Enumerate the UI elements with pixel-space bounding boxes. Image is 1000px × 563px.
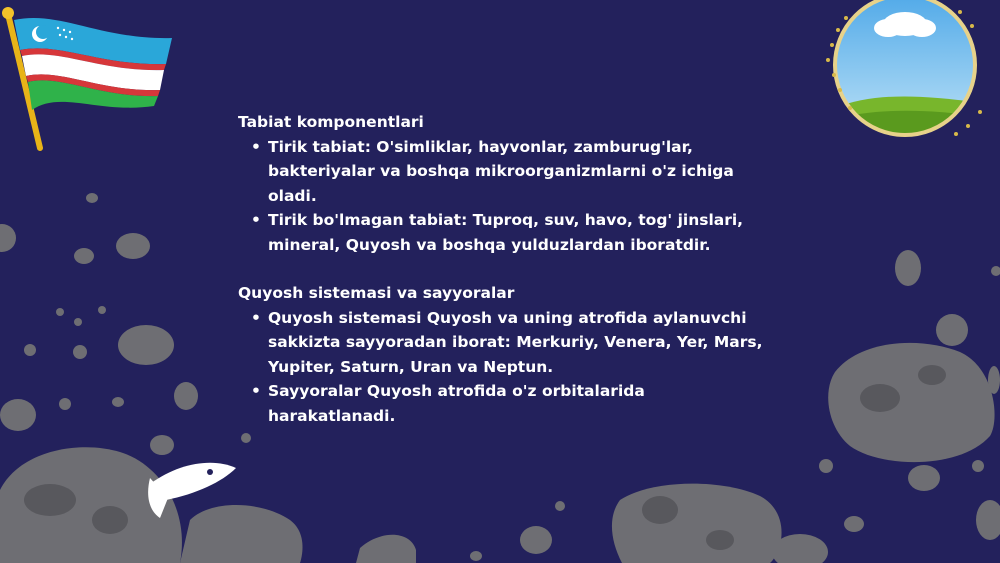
bullet-item: • Tirik tabiat: O'simliklar, hayvonlar, zamburug'lar, bakteriyalar va boshqa mikroorganizmlarni o'z ichiga oladi.	[268, 135, 768, 209]
uzbekistan-flag-icon	[2, 7, 172, 148]
section-title: Quyosh sistemasi va sayyoralar	[238, 284, 515, 302]
bullet-item: • Tirik bo'lmagan tabiat: Tuproq, suv, havo, tog' jinslari, mineral, Quyosh va boshqa yulduzlardan iboratdir.	[268, 208, 768, 257]
bullet-list	[238, 135, 768, 258]
section-title: Tabiat komponentlari	[238, 113, 424, 131]
bullet-list	[238, 306, 768, 429]
landscape-circle-icon	[826, 0, 990, 140]
text-content	[238, 110, 768, 428]
section-nature-components	[238, 110, 768, 257]
bullet-item: • Sayyoralar Quyosh atrofida o'z orbitalarida harakatlanadi.	[268, 379, 768, 428]
bullet-item: • Quyosh sistemasi Quyosh va uning atrofida aylanuvchi sakkizta sayyoradan iborat: Merkuriy, Venera, Yer, Mars, Yupiter, Saturn, Uran va Neptun.	[268, 306, 768, 380]
section-solar-system	[238, 281, 768, 428]
